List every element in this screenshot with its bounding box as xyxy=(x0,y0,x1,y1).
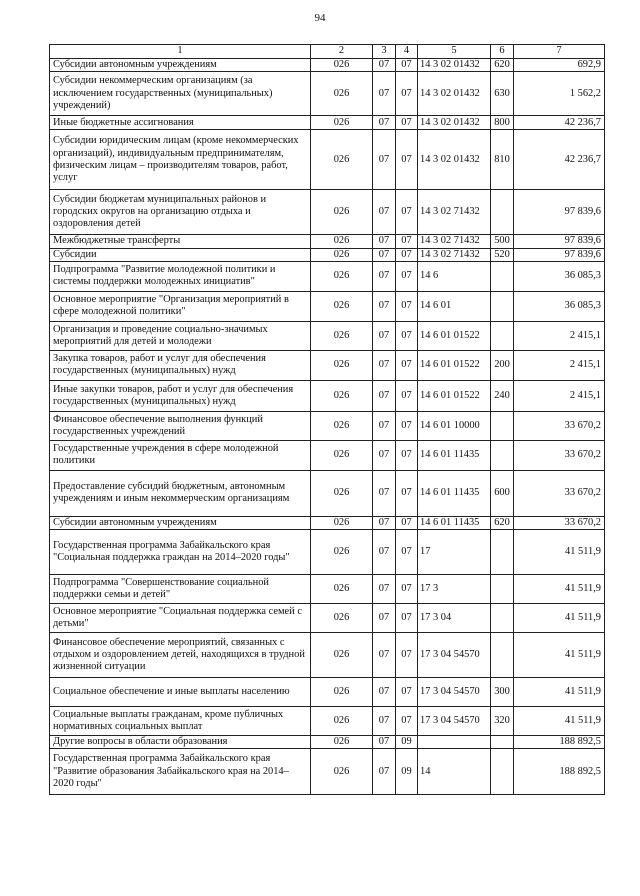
amount-cell: 97 839,6 xyxy=(514,248,605,261)
ministry-code-cell: 026 xyxy=(311,59,373,72)
amount-cell: 41 511,9 xyxy=(514,633,605,678)
column-header: 4 xyxy=(396,45,418,59)
column-header: 7 xyxy=(514,45,605,59)
ministry-code-cell: 026 xyxy=(311,604,373,633)
expense-type-cell xyxy=(491,261,514,291)
table-row xyxy=(50,261,605,291)
ministry-code-cell: 026 xyxy=(311,235,373,248)
expense-type-cell: 300 xyxy=(491,678,514,707)
target-article-cell: 14 6 01 11435 xyxy=(418,440,491,470)
target-article-cell: 14 6 01 10000 xyxy=(418,411,491,440)
expense-type-cell xyxy=(491,530,514,575)
table-row xyxy=(50,190,605,235)
table-row xyxy=(50,72,605,116)
table-row xyxy=(50,678,605,707)
expense-type-cell: 630 xyxy=(491,72,514,116)
subsection-code-cell: 07 xyxy=(396,530,418,575)
table-header-row xyxy=(50,45,605,59)
amount-cell: 692,9 xyxy=(514,59,605,72)
section-code-cell: 07 xyxy=(373,248,396,261)
row-name-cell: Финансовое обеспечение выполнения функций государственных учреждений xyxy=(50,411,311,440)
ministry-code-cell: 026 xyxy=(311,321,373,350)
table-row xyxy=(50,440,605,470)
subsection-code-cell: 07 xyxy=(396,470,418,516)
ministry-code-cell: 026 xyxy=(311,411,373,440)
subsection-code-cell: 07 xyxy=(396,350,418,380)
ministry-code-cell: 026 xyxy=(311,440,373,470)
expense-type-cell: 620 xyxy=(491,59,514,72)
table-row xyxy=(50,530,605,575)
amount-cell: 33 670,2 xyxy=(514,411,605,440)
target-article-cell: 17 3 04 54570 xyxy=(418,633,491,678)
amount-cell: 2 415,1 xyxy=(514,321,605,350)
section-code-cell: 07 xyxy=(373,633,396,678)
target-article-cell: 14 xyxy=(418,749,491,795)
subsection-code-cell: 07 xyxy=(396,59,418,72)
ministry-code-cell: 026 xyxy=(311,116,373,130)
row-name-cell: Государственная программа Забайкальского края "Развитие образования Забайкальского края на 2014–2020 годы" xyxy=(50,749,311,795)
section-code-cell: 07 xyxy=(373,190,396,235)
target-article-cell: 17 3 04 xyxy=(418,604,491,633)
ministry-code-cell: 026 xyxy=(311,248,373,261)
ministry-code-cell: 026 xyxy=(311,516,373,529)
row-name-cell: Другие вопросы в области образования xyxy=(50,736,311,749)
target-article-cell: 14 6 01 01522 xyxy=(418,350,491,380)
expense-type-cell xyxy=(491,749,514,795)
section-code-cell: 07 xyxy=(373,235,396,248)
page-number: 94 xyxy=(314,12,326,24)
row-name-cell: Межбюджетные трансферты xyxy=(50,235,311,248)
subsection-code-cell: 07 xyxy=(396,411,418,440)
amount-cell: 41 511,9 xyxy=(514,707,605,736)
ministry-code-cell: 026 xyxy=(311,350,373,380)
table-row xyxy=(50,633,605,678)
ministry-code-cell: 026 xyxy=(311,707,373,736)
row-name-cell: Субсидии бюджетам муниципальных районов и городских округов на организацию отдыха и оздоровления детей xyxy=(50,190,311,235)
section-code-cell: 07 xyxy=(373,678,396,707)
section-code-cell: 07 xyxy=(373,116,396,130)
section-code-cell: 07 xyxy=(373,261,396,291)
ministry-code-cell: 026 xyxy=(311,749,373,795)
amount-cell: 33 670,2 xyxy=(514,470,605,516)
row-name-cell: Социальные выплаты гражданам, кроме публичных нормативных социальных выплат xyxy=(50,707,311,736)
expense-type-cell: 500 xyxy=(491,235,514,248)
column-header: 2 xyxy=(311,45,373,59)
amount-cell: 42 236,7 xyxy=(514,130,605,190)
subsection-code-cell: 07 xyxy=(396,261,418,291)
amount-cell: 36 085,3 xyxy=(514,291,605,321)
table-row xyxy=(50,736,605,749)
expense-type-cell xyxy=(491,736,514,749)
row-name-cell: Субсидии некоммерческим организациям (за исключением государственных (муниципальных) учреждений) xyxy=(50,72,311,116)
target-article-cell: 17 3 04 54570 xyxy=(418,707,491,736)
table-row xyxy=(50,749,605,795)
section-code-cell: 07 xyxy=(373,516,396,529)
ministry-code-cell: 026 xyxy=(311,575,373,604)
row-name-cell: Основное мероприятие "Социальная поддержка семей с детьми" xyxy=(50,604,311,633)
section-code-cell: 07 xyxy=(373,380,396,411)
table-row xyxy=(50,516,605,529)
target-article-cell: 17 3 xyxy=(418,575,491,604)
target-article-cell: 14 6 xyxy=(418,261,491,291)
section-code-cell: 07 xyxy=(373,470,396,516)
target-article-cell xyxy=(418,736,491,749)
amount-cell: 97 839,6 xyxy=(514,235,605,248)
target-article-cell: 14 6 01 01522 xyxy=(418,321,491,350)
row-name-cell: Субсидии автономным учреждениям xyxy=(50,59,311,72)
row-name-cell: Иные закупки товаров, работ и услуг для обеспечения государственных (муниципальных) нужд xyxy=(50,380,311,411)
amount-cell: 41 511,9 xyxy=(514,604,605,633)
expense-type-cell xyxy=(491,411,514,440)
subsection-code-cell: 07 xyxy=(396,604,418,633)
subsection-code-cell: 07 xyxy=(396,116,418,130)
expense-type-cell xyxy=(491,604,514,633)
amount-cell: 41 511,9 xyxy=(514,575,605,604)
ministry-code-cell: 026 xyxy=(311,190,373,235)
subsection-code-cell: 07 xyxy=(396,190,418,235)
amount-cell: 33 670,2 xyxy=(514,440,605,470)
expense-type-cell xyxy=(491,575,514,604)
section-code-cell: 07 xyxy=(373,736,396,749)
row-name-cell: Подпрограмма "Совершенствование социальной поддержки семьи и детей" xyxy=(50,575,311,604)
target-article-cell: 14 6 01 11435 xyxy=(418,470,491,516)
amount-cell: 36 085,3 xyxy=(514,261,605,291)
ministry-code-cell: 026 xyxy=(311,261,373,291)
target-article-cell: 14 3 02 71432 xyxy=(418,190,491,235)
ministry-code-cell: 026 xyxy=(311,291,373,321)
row-name-cell: Социальное обеспечение и иные выплаты населению xyxy=(50,678,311,707)
expense-type-cell: 240 xyxy=(491,380,514,411)
section-code-cell: 07 xyxy=(373,411,396,440)
expense-type-cell xyxy=(491,440,514,470)
column-header: 1 xyxy=(50,45,311,59)
row-name-cell: Субсидии автономным учреждениям xyxy=(50,516,311,529)
ministry-code-cell: 026 xyxy=(311,130,373,190)
section-code-cell: 07 xyxy=(373,604,396,633)
table-row xyxy=(50,248,605,261)
section-code-cell: 07 xyxy=(373,440,396,470)
row-name-cell: Иные бюджетные ассигнования xyxy=(50,116,311,130)
subsection-code-cell: 09 xyxy=(396,736,418,749)
expense-type-cell: 320 xyxy=(491,707,514,736)
subsection-code-cell: 07 xyxy=(396,291,418,321)
target-article-cell: 14 3 02 71432 xyxy=(418,235,491,248)
target-article-cell: 14 3 02 01432 xyxy=(418,72,491,116)
target-article-cell: 17 3 04 54570 xyxy=(418,678,491,707)
row-name-cell: Основное мероприятие "Организация мероприятий в сфере молодежной политики" xyxy=(50,291,311,321)
ministry-code-cell: 026 xyxy=(311,633,373,678)
ministry-code-cell: 026 xyxy=(311,380,373,411)
subsection-code-cell: 09 xyxy=(396,749,418,795)
expense-type-cell: 800 xyxy=(491,116,514,130)
table-row xyxy=(50,707,605,736)
row-name-cell: Предоставление субсидий бюджетным, автономным учреждениям и иным некоммерческим организациям xyxy=(50,470,311,516)
section-code-cell: 07 xyxy=(373,59,396,72)
target-article-cell: 14 6 01 01522 xyxy=(418,380,491,411)
expense-type-cell: 520 xyxy=(491,248,514,261)
subsection-code-cell: 07 xyxy=(396,235,418,248)
section-code-cell: 07 xyxy=(373,291,396,321)
row-name-cell: Субсидии юридическим лицам (кроме некоммерческих организаций), индивидуальным предпринимателям, физическим лицам – производителям товаров, работ, услуг xyxy=(50,130,311,190)
ministry-code-cell: 026 xyxy=(311,678,373,707)
expense-type-cell xyxy=(491,190,514,235)
subsection-code-cell: 07 xyxy=(396,707,418,736)
target-article-cell: 14 3 02 71432 xyxy=(418,248,491,261)
section-code-cell: 07 xyxy=(373,530,396,575)
table-row xyxy=(50,350,605,380)
table-row xyxy=(50,130,605,190)
table-body xyxy=(50,59,605,795)
amount-cell: 33 670,2 xyxy=(514,516,605,529)
column-header: 6 xyxy=(491,45,514,59)
subsection-code-cell: 07 xyxy=(396,321,418,350)
amount-cell: 41 511,9 xyxy=(514,530,605,575)
section-code-cell: 07 xyxy=(373,350,396,380)
table-row xyxy=(50,59,605,72)
expense-type-cell xyxy=(491,633,514,678)
expense-type-cell: 620 xyxy=(491,516,514,529)
row-name-cell: Государственные учреждения в сфере молодежной политики xyxy=(50,440,311,470)
target-article-cell: 17 xyxy=(418,530,491,575)
expense-type-cell: 600 xyxy=(491,470,514,516)
table-row xyxy=(50,604,605,633)
table-row xyxy=(50,116,605,130)
section-code-cell: 07 xyxy=(373,321,396,350)
ministry-code-cell: 026 xyxy=(311,530,373,575)
subsection-code-cell: 07 xyxy=(396,380,418,411)
section-code-cell: 07 xyxy=(373,707,396,736)
amount-cell: 1 562,2 xyxy=(514,72,605,116)
target-article-cell: 14 3 02 01432 xyxy=(418,130,491,190)
column-header: 3 xyxy=(373,45,396,59)
table-row xyxy=(50,470,605,516)
subsection-code-cell: 07 xyxy=(396,440,418,470)
table-row xyxy=(50,291,605,321)
row-name-cell: Подпрограмма "Развитие молодежной политики и системы поддержки молодежных инициатив" xyxy=(50,261,311,291)
table-row xyxy=(50,411,605,440)
expense-type-cell xyxy=(491,291,514,321)
table-row xyxy=(50,235,605,248)
section-code-cell: 07 xyxy=(373,130,396,190)
amount-cell: 42 236,7 xyxy=(514,116,605,130)
target-article-cell: 14 3 02 01432 xyxy=(418,59,491,72)
target-article-cell: 14 6 01 xyxy=(418,291,491,321)
section-code-cell: 07 xyxy=(373,575,396,604)
subsection-code-cell: 07 xyxy=(396,516,418,529)
amount-cell: 97 839,6 xyxy=(514,190,605,235)
subsection-code-cell: 07 xyxy=(396,678,418,707)
expense-type-cell xyxy=(491,321,514,350)
target-article-cell: 14 3 02 01432 xyxy=(418,116,491,130)
table-row xyxy=(50,380,605,411)
ministry-code-cell: 026 xyxy=(311,470,373,516)
target-article-cell: 14 6 01 11435 xyxy=(418,516,491,529)
ministry-code-cell: 026 xyxy=(311,736,373,749)
budget-table xyxy=(49,44,605,795)
column-header: 5 xyxy=(418,45,491,59)
row-name-cell: Государственная программа Забайкальского края "Социальная поддержка граждан на 2014–2020 годы" xyxy=(50,530,311,575)
table-row xyxy=(50,321,605,350)
section-code-cell: 07 xyxy=(373,749,396,795)
amount-cell: 41 511,9 xyxy=(514,678,605,707)
row-name-cell: Финансовое обеспечение мероприятий, связанных с отдыхом и оздоровлением детей, находящихся в трудной жизненной ситуации xyxy=(50,633,311,678)
ministry-code-cell: 026 xyxy=(311,72,373,116)
expense-type-cell: 810 xyxy=(491,130,514,190)
subsection-code-cell: 07 xyxy=(396,130,418,190)
row-name-cell: Субсидии xyxy=(50,248,311,261)
subsection-code-cell: 07 xyxy=(396,575,418,604)
row-name-cell: Закупка товаров, работ и услуг для обеспечения государственных (муниципальных) нужд xyxy=(50,350,311,380)
amount-cell: 188 892,5 xyxy=(514,736,605,749)
amount-cell: 2 415,1 xyxy=(514,350,605,380)
table-row xyxy=(50,575,605,604)
subsection-code-cell: 07 xyxy=(396,633,418,678)
row-name-cell: Организация и проведение социально-значимых мероприятий для детей и молодежи xyxy=(50,321,311,350)
amount-cell: 2 415,1 xyxy=(514,380,605,411)
expense-type-cell: 200 xyxy=(491,350,514,380)
subsection-code-cell: 07 xyxy=(396,72,418,116)
subsection-code-cell: 07 xyxy=(396,248,418,261)
section-code-cell: 07 xyxy=(373,72,396,116)
amount-cell: 188 892,5 xyxy=(514,749,605,795)
